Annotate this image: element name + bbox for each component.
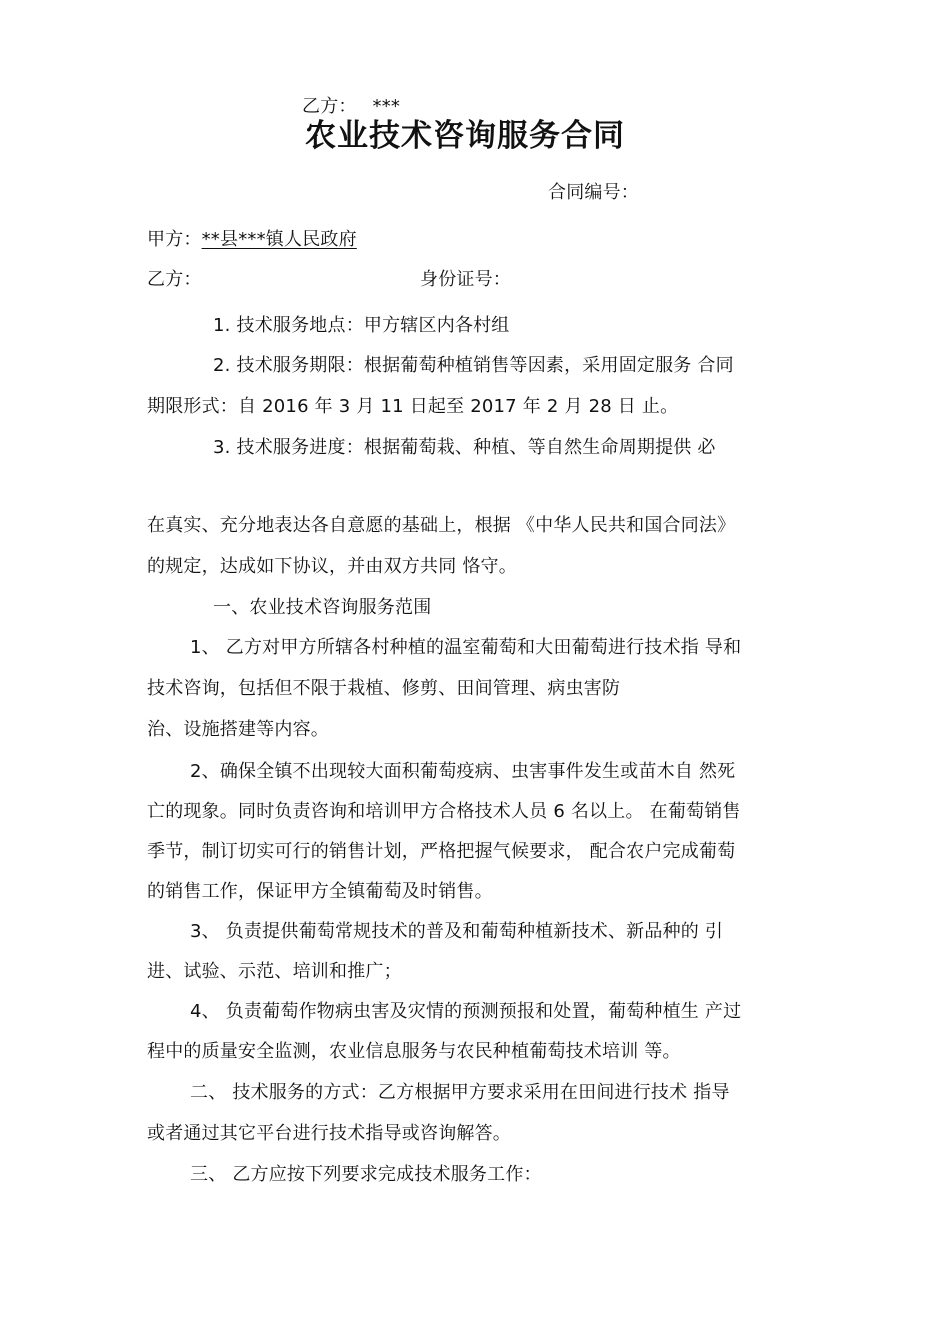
item-service-progress: 3. 技术服务进度：根据葡萄栽、种植、等自然生命周期提供 必 [213, 437, 716, 458]
preamble-line-1: 在真实、充分地表达各自意愿的基础上，根据 《中华人民共和国合同法》 [147, 515, 736, 536]
document-title: 农业技术咨询服务合同 [305, 118, 625, 154]
id-number-label: 身份证号： [420, 269, 511, 290]
section1-line: 3、 负责提供葡萄常规技术的普及和葡萄种植新技术、新品种的 引 [190, 921, 724, 942]
section3-heading: 三、 乙方应按下列要求完成技术服务工作： [190, 1164, 542, 1185]
section1-line: 技术咨询，包括但不限于栽植、修剪、田间管理、病虫害防 [147, 678, 621, 699]
section1-line: 季节，制订切实可行的销售计划，严格把握气候要求， 配合农户完成葡萄 [147, 841, 736, 862]
section1-line: 亡的现象。同时负责咨询和培训甲方合格技术人员 6 名以上。 在葡萄销售 [147, 801, 741, 822]
section1-heading: 一、农业技术咨询服务范围 [213, 597, 432, 618]
section1-line: 4、 负责葡萄作物病虫害及灾情的预测预报和处置，葡萄种植生 产过 [190, 1001, 742, 1022]
item-service-period-cont: 期限形式：自 2016 年 3 月 11 日起至 2017 年 2 月 28 日 止。 [147, 396, 679, 417]
item-service-location: 1. 技术服务地点：甲方辖区内各村组 [213, 315, 510, 336]
section2-line: 或者通过其它平台进行技术指导或咨询解答。 [147, 1123, 511, 1144]
party-a-line [147, 228, 357, 252]
section1-line: 程中的质量安全监测，农业信息服务与农民种植葡萄技术培训 等。 [147, 1041, 681, 1062]
item-service-period: 2. 技术服务期限：根据葡萄种植销售等因素，采用固定服务 合同 [213, 355, 734, 376]
section1-line: 1、 乙方对甲方所辖各村种植的温室葡萄和大田葡萄进行技术指 导和 [190, 637, 742, 658]
section1-line: 治、设施搭建等内容。 [147, 719, 329, 740]
section1-line: 进、试验、示范、培训和推广； [147, 961, 402, 982]
section1-line: 2、确保全镇不出现较大面积葡萄疫病、虫害事件发生或苗木自 然死 [190, 761, 736, 782]
party-a-value: **县***镇人民政府 [201, 229, 357, 250]
party-b-label: 乙方： [147, 269, 202, 290]
section2-line: 二、 技术服务的方式：乙方根据甲方要求采用在田间进行技术 指导 [190, 1082, 730, 1103]
header-party-b-value: *** [372, 96, 401, 117]
contract-number-label: 合同编号： [548, 182, 639, 203]
preamble-line-2: 的规定，达成如下协议，并由双方共同 恪守。 [147, 556, 517, 577]
party-a-label: 甲方： [147, 229, 202, 250]
section1-line: 的销售工作，保证甲方全镇葡萄及时销售。 [147, 881, 493, 902]
header-party-b-label: 乙方： [302, 96, 357, 117]
